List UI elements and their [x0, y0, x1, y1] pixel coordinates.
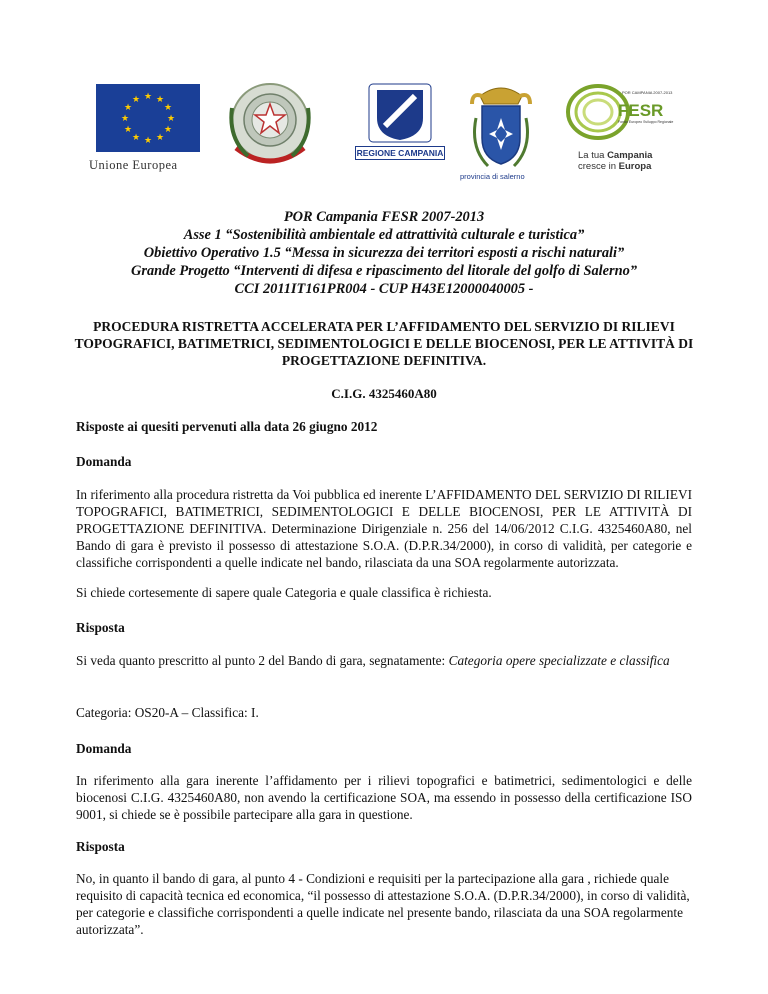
question-1-text: In riferimento alla procedura ristretta da Voi pubblica ed inerente L’AFFIDAMENTO DEL SERVIZIO DI RILIEVI TOPOGRAFICI, BATIMETRICI, SEDIMENTOLOGICI E DELLE BIOCENOSI, PER LE ATTIVITÀ DI PROGETTAZIONE DEFINITIVA. Determinazione Dirigenziale n. 256 del 14/06/2012 C.I.G. 4325460A80, nel Bando di gara è previsto il possesso di attestazione S.O.A. (D.P.R.34/2000), in corso di validità, per categorie e classifiche corrispondenti a quelle indicate nel bando, rilasciata da una SOA regolarmente autorizzata.: [76, 487, 692, 570]
fesr-logo: [566, 82, 674, 142]
svg-text:★: ★: [155, 133, 165, 143]
svg-text:Fondo Europeo Sviluppo Regiona: Fondo Europeo Sviluppo Regionale: [618, 120, 674, 124]
cig-code: C.I.G. 4325460A80: [331, 386, 437, 401]
intro-heading: Risposte ai quesiti pervenuti alla data 26 giugno 2012: [76, 419, 378, 434]
svg-text:★: ★: [143, 92, 153, 102]
svg-text:★: ★: [143, 136, 153, 146]
answer-1-category: Categoria: OS20-A – Classifica: I.: [76, 705, 259, 720]
regione-campania-label: REGIONE CAMPANIA: [356, 148, 444, 158]
svg-text:★: ★: [155, 95, 165, 105]
svg-text:★: ★: [123, 103, 133, 113]
svg-text:★: ★: [131, 133, 141, 143]
italian-emblem-logo: [222, 78, 318, 170]
header-line: Asse 1 “Sostenibilità ambientale ed attrattività culturale e turistica”: [183, 227, 585, 243]
svg-text:★: ★: [120, 114, 130, 124]
header-line: POR Campania FESR 2007-2013: [283, 209, 485, 225]
question-2-label: Domanda: [76, 741, 132, 756]
question-1-label: Domanda: [76, 454, 132, 469]
provincia-salerno-label: provincia di salerno: [460, 172, 525, 181]
provincia-salerno-logo: [466, 78, 536, 174]
procedure-title: PROCEDURA RISTRETTA ACCELERATA PER L’AFFIDAMENTO DEL SERVIZIO DI RILIEVI TOPOGRAFICI, BATIMETRICI, SEDIMENTOLOGICI E DELLE BIOCENOSI, PER LE ATTIVITÀ DI PROGETTAZIONE DEFINITIVA.: [74, 319, 694, 368]
programme-header: [60, 208, 708, 298]
question-1-request: Si chiede cortesemente di sapere quale Categoria e quale classifica è richiesta.: [76, 585, 492, 600]
svg-text:★: ★: [123, 125, 133, 135]
regione-shield-icon: [355, 82, 445, 146]
regione-campania-logo: [355, 82, 445, 164]
header-line: CCI 2011IT161PR004 - CUP H43E12000040005 -: [234, 281, 534, 297]
svg-text:FESR: FESR: [618, 101, 664, 120]
svg-text:★: ★: [163, 125, 173, 135]
svg-text:★: ★: [166, 114, 176, 124]
logo-bar: [0, 78, 768, 188]
header-line: Grande Progetto “Interventi di difesa e ripascimento del litorale del golfo di Salerno”: [130, 263, 638, 279]
answer-2-label: Risposta: [76, 839, 125, 854]
question-2-text: In riferimento alla gara inerente l’affidamento per i rilievi topografici e batimetrici, sedimentologici e delle biocenosi C.I.G. 4325460A80, non avendo la certificazione SOA, ma essendo in possesso della certificazione ISO 9001, si chiede se è possibile partecipare alla gara in questione.: [76, 773, 692, 822]
answer-1-text: Si veda quanto prescritto al punto 2 del Bando di gara, segnatamente: Categoria opere specializzate e classifica: [76, 653, 670, 668]
fesr-tagline: La tua Campania cresce in Europa: [578, 150, 653, 172]
svg-text:POR CAMPANIA 2007-2013: POR CAMPANIA 2007-2013: [622, 90, 673, 95]
svg-text:★: ★: [163, 103, 173, 113]
answer-2-text: No, in quanto il bando di gara, al punto 4 - Condizioni e requisiti per la partecipazione alla gara , richiede quale requisito di capacità tecnica ed economica, “il possesso di attestazione S.O.A. (D.P.R.34/2000), in corso di validità, per categorie e classifiche corrispondenti a quelle indicate nel presente bando, rilasciata da una SOA regolarmente autorizzata”.: [76, 871, 690, 937]
eu-flag-logo: [96, 84, 200, 152]
fesr-swirl-icon: [566, 82, 674, 142]
answer-1-label: Risposta: [76, 620, 125, 635]
eu-caption: Unione Europea: [89, 158, 178, 172]
svg-text:★: ★: [131, 95, 141, 105]
header-line: Obiettivo Operativo 1.5 “Messa in sicurezza dei territori esposti a rischi naturali”: [143, 245, 625, 261]
